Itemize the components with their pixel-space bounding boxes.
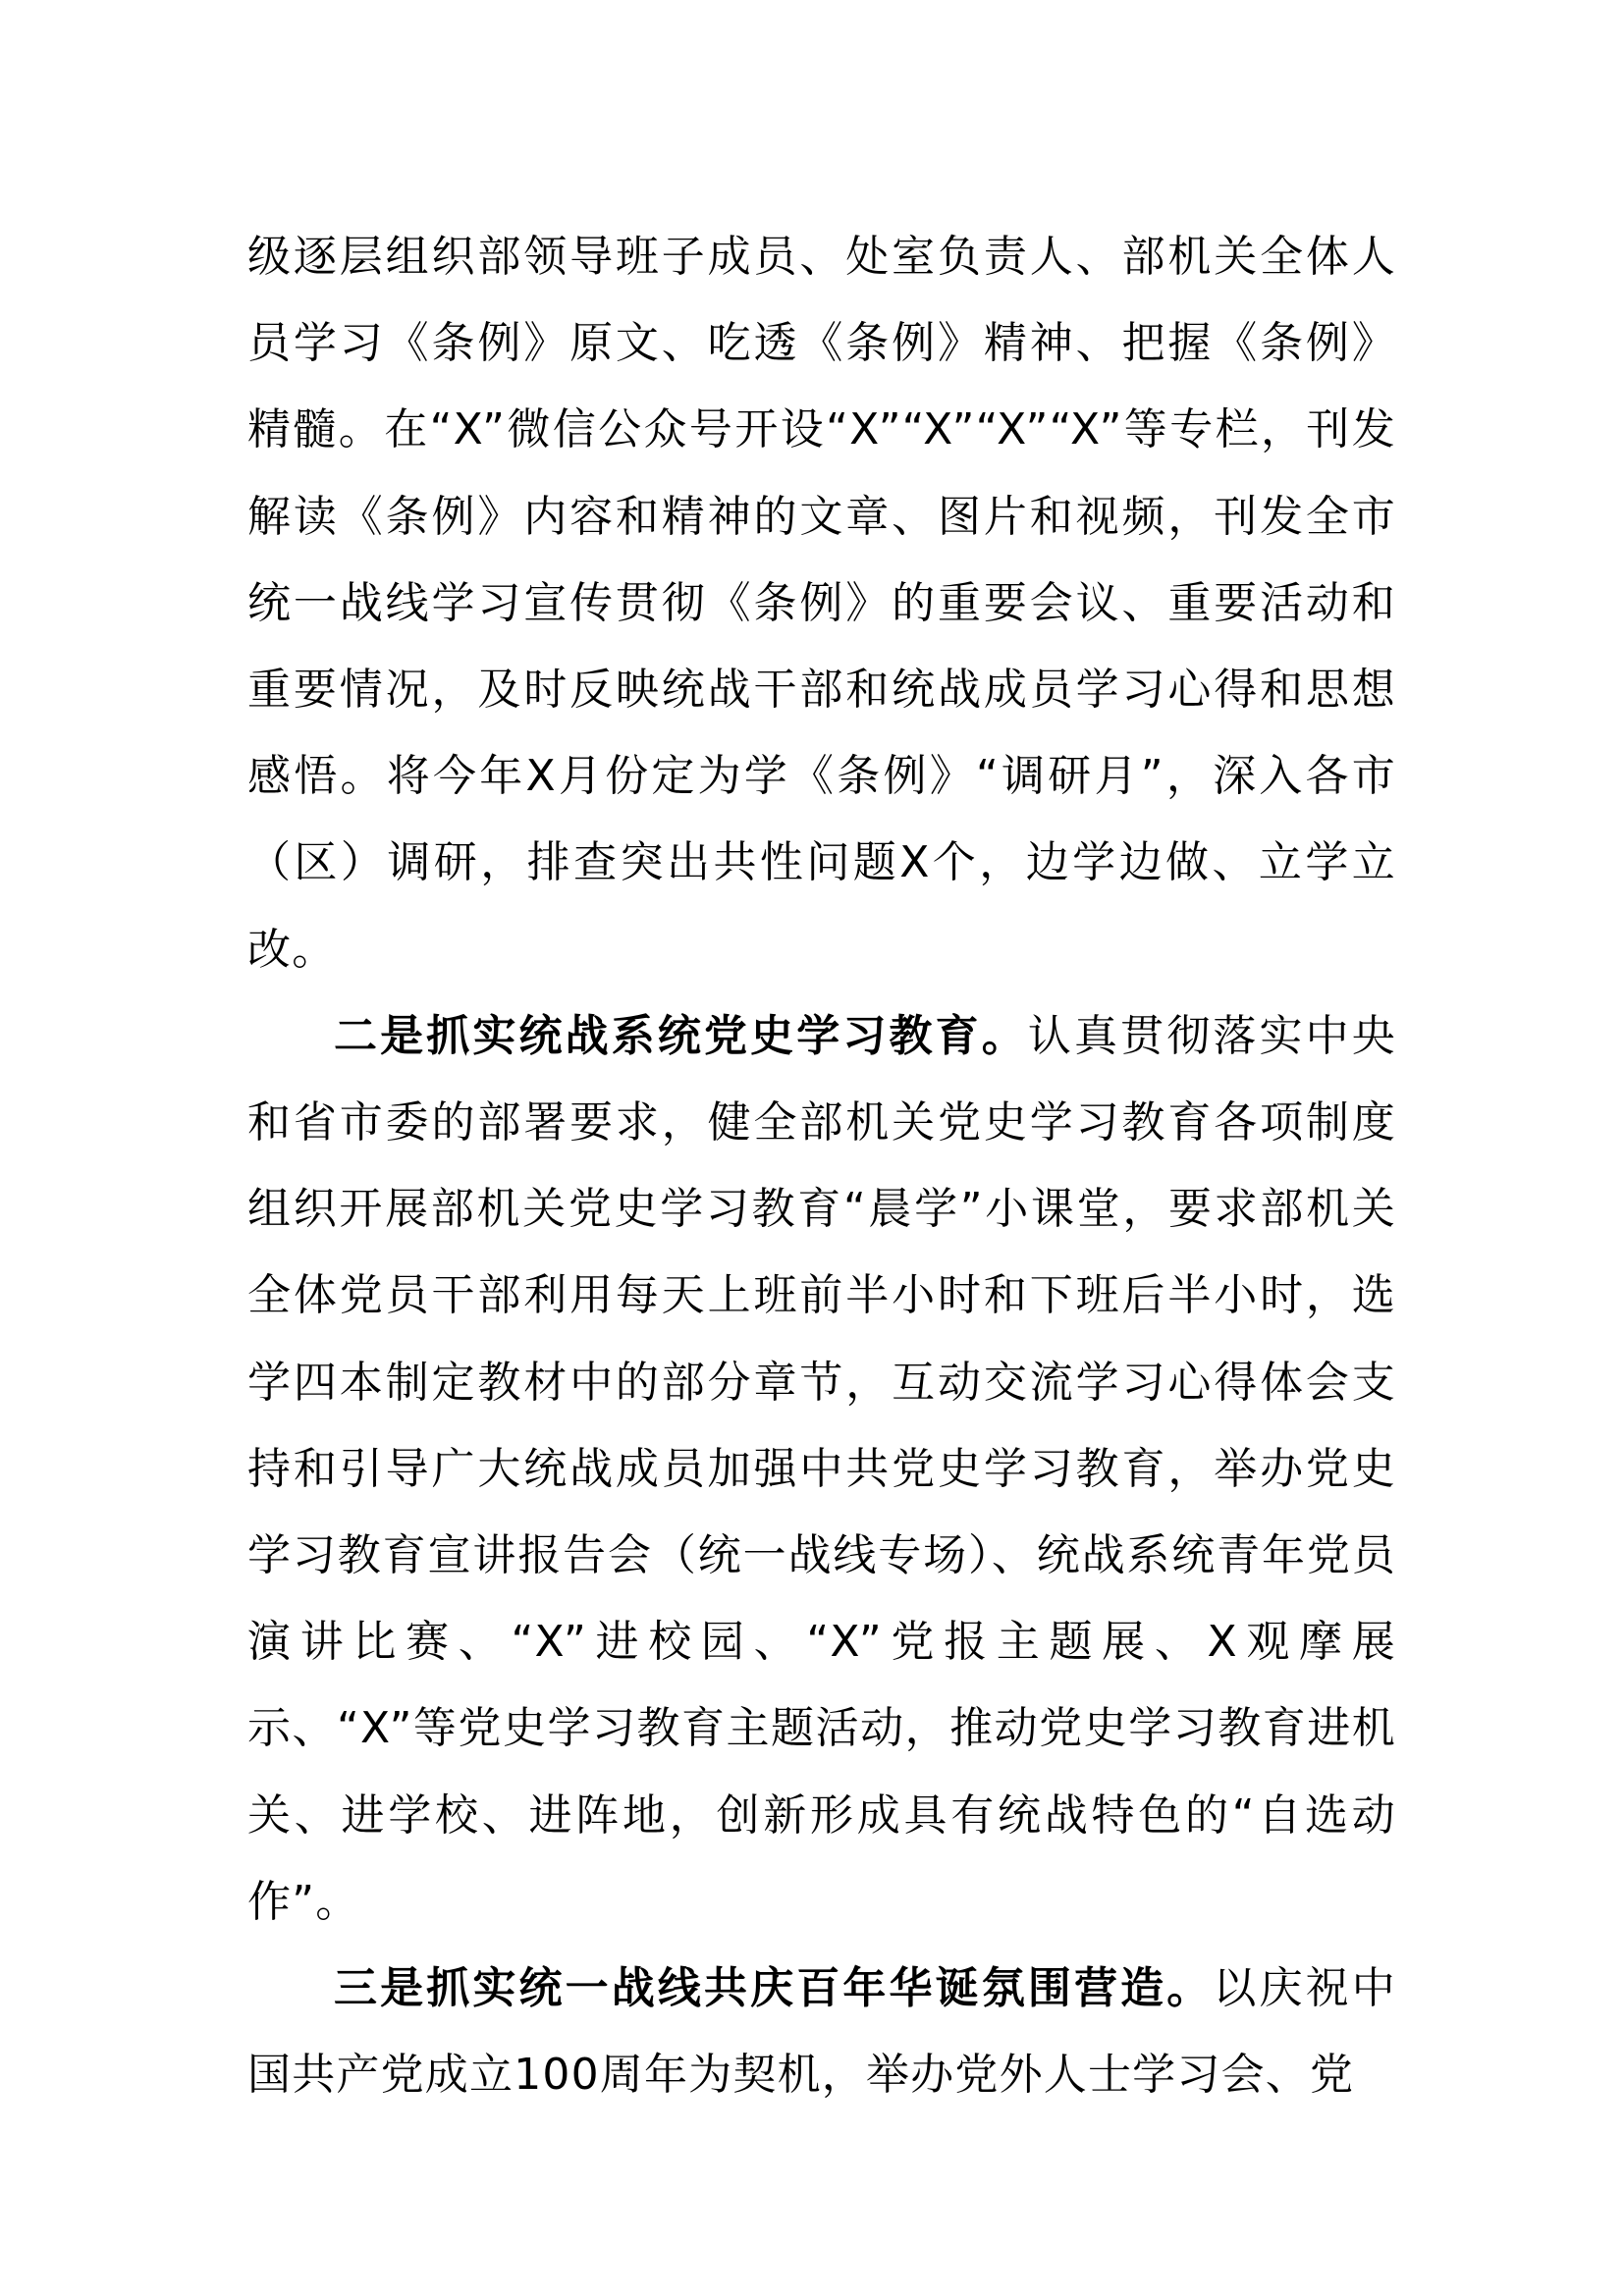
paragraph-1-text: 级逐层组织部领导班子成员、处室负责人、部机关全体人员学习《条例》原文、吃透《条例》精神、把握《条例》精髓。在“X”微信公众号开设“X”“X”“X”“X”等专栏，刊发解读《条例》内容和精神的文章、图片和视频，刊发全市统一战线学习宣传贯彻《条例》的重要会议、重要活动和重要情况，及时反映统战干部和统战成员学习心得和思想感悟。将今年X月份定为学《条例》“调研月”，深入各市（区）调研，排查突出共性问题X个，边学边做、立学立改。: [247, 232, 1396, 975]
paragraph-3-text: 以庆祝中国共产党成立100周年为契机，举办党外人士学习会、党: [247, 1963, 1396, 2101]
paragraph-2-text: 认真贯彻落实中央和省市委的部署要求，健全部机关党史学习教育各项制度组织开展部机关党史学习教育“晨学”小课堂，要求部机关全体党员干部利用每天上班前半小时和下班后半小时，选学四本制定教材中的部分章节，互动交流学习心得体会支持和引导广大统战成员加强中共党史学习教育，举办党史学习教育宣讲报告会（统一战线专场）、统战系统青年党员演讲比赛、“X”进校园、“X”党报主题展、X观摩展示、“X”等党史学习教育主题活动，推动党史学习教育进机关、进学校、进阵地，创新形成具有统战特色的“自选动作”。: [247, 1010, 1396, 1927]
paragraph-2: [247, 993, 1396, 1946]
paragraph-3-lead: 三是抓实统一战线共庆百年华诞氛围营造。: [334, 1963, 1214, 2014]
paragraph-1: [247, 214, 1396, 993]
body-text: [247, 214, 1396, 2118]
paragraph-2-lead: 二是抓实统战系统党史学习教育。: [334, 1010, 1028, 1061]
paragraph-3: [247, 1946, 1396, 2118]
